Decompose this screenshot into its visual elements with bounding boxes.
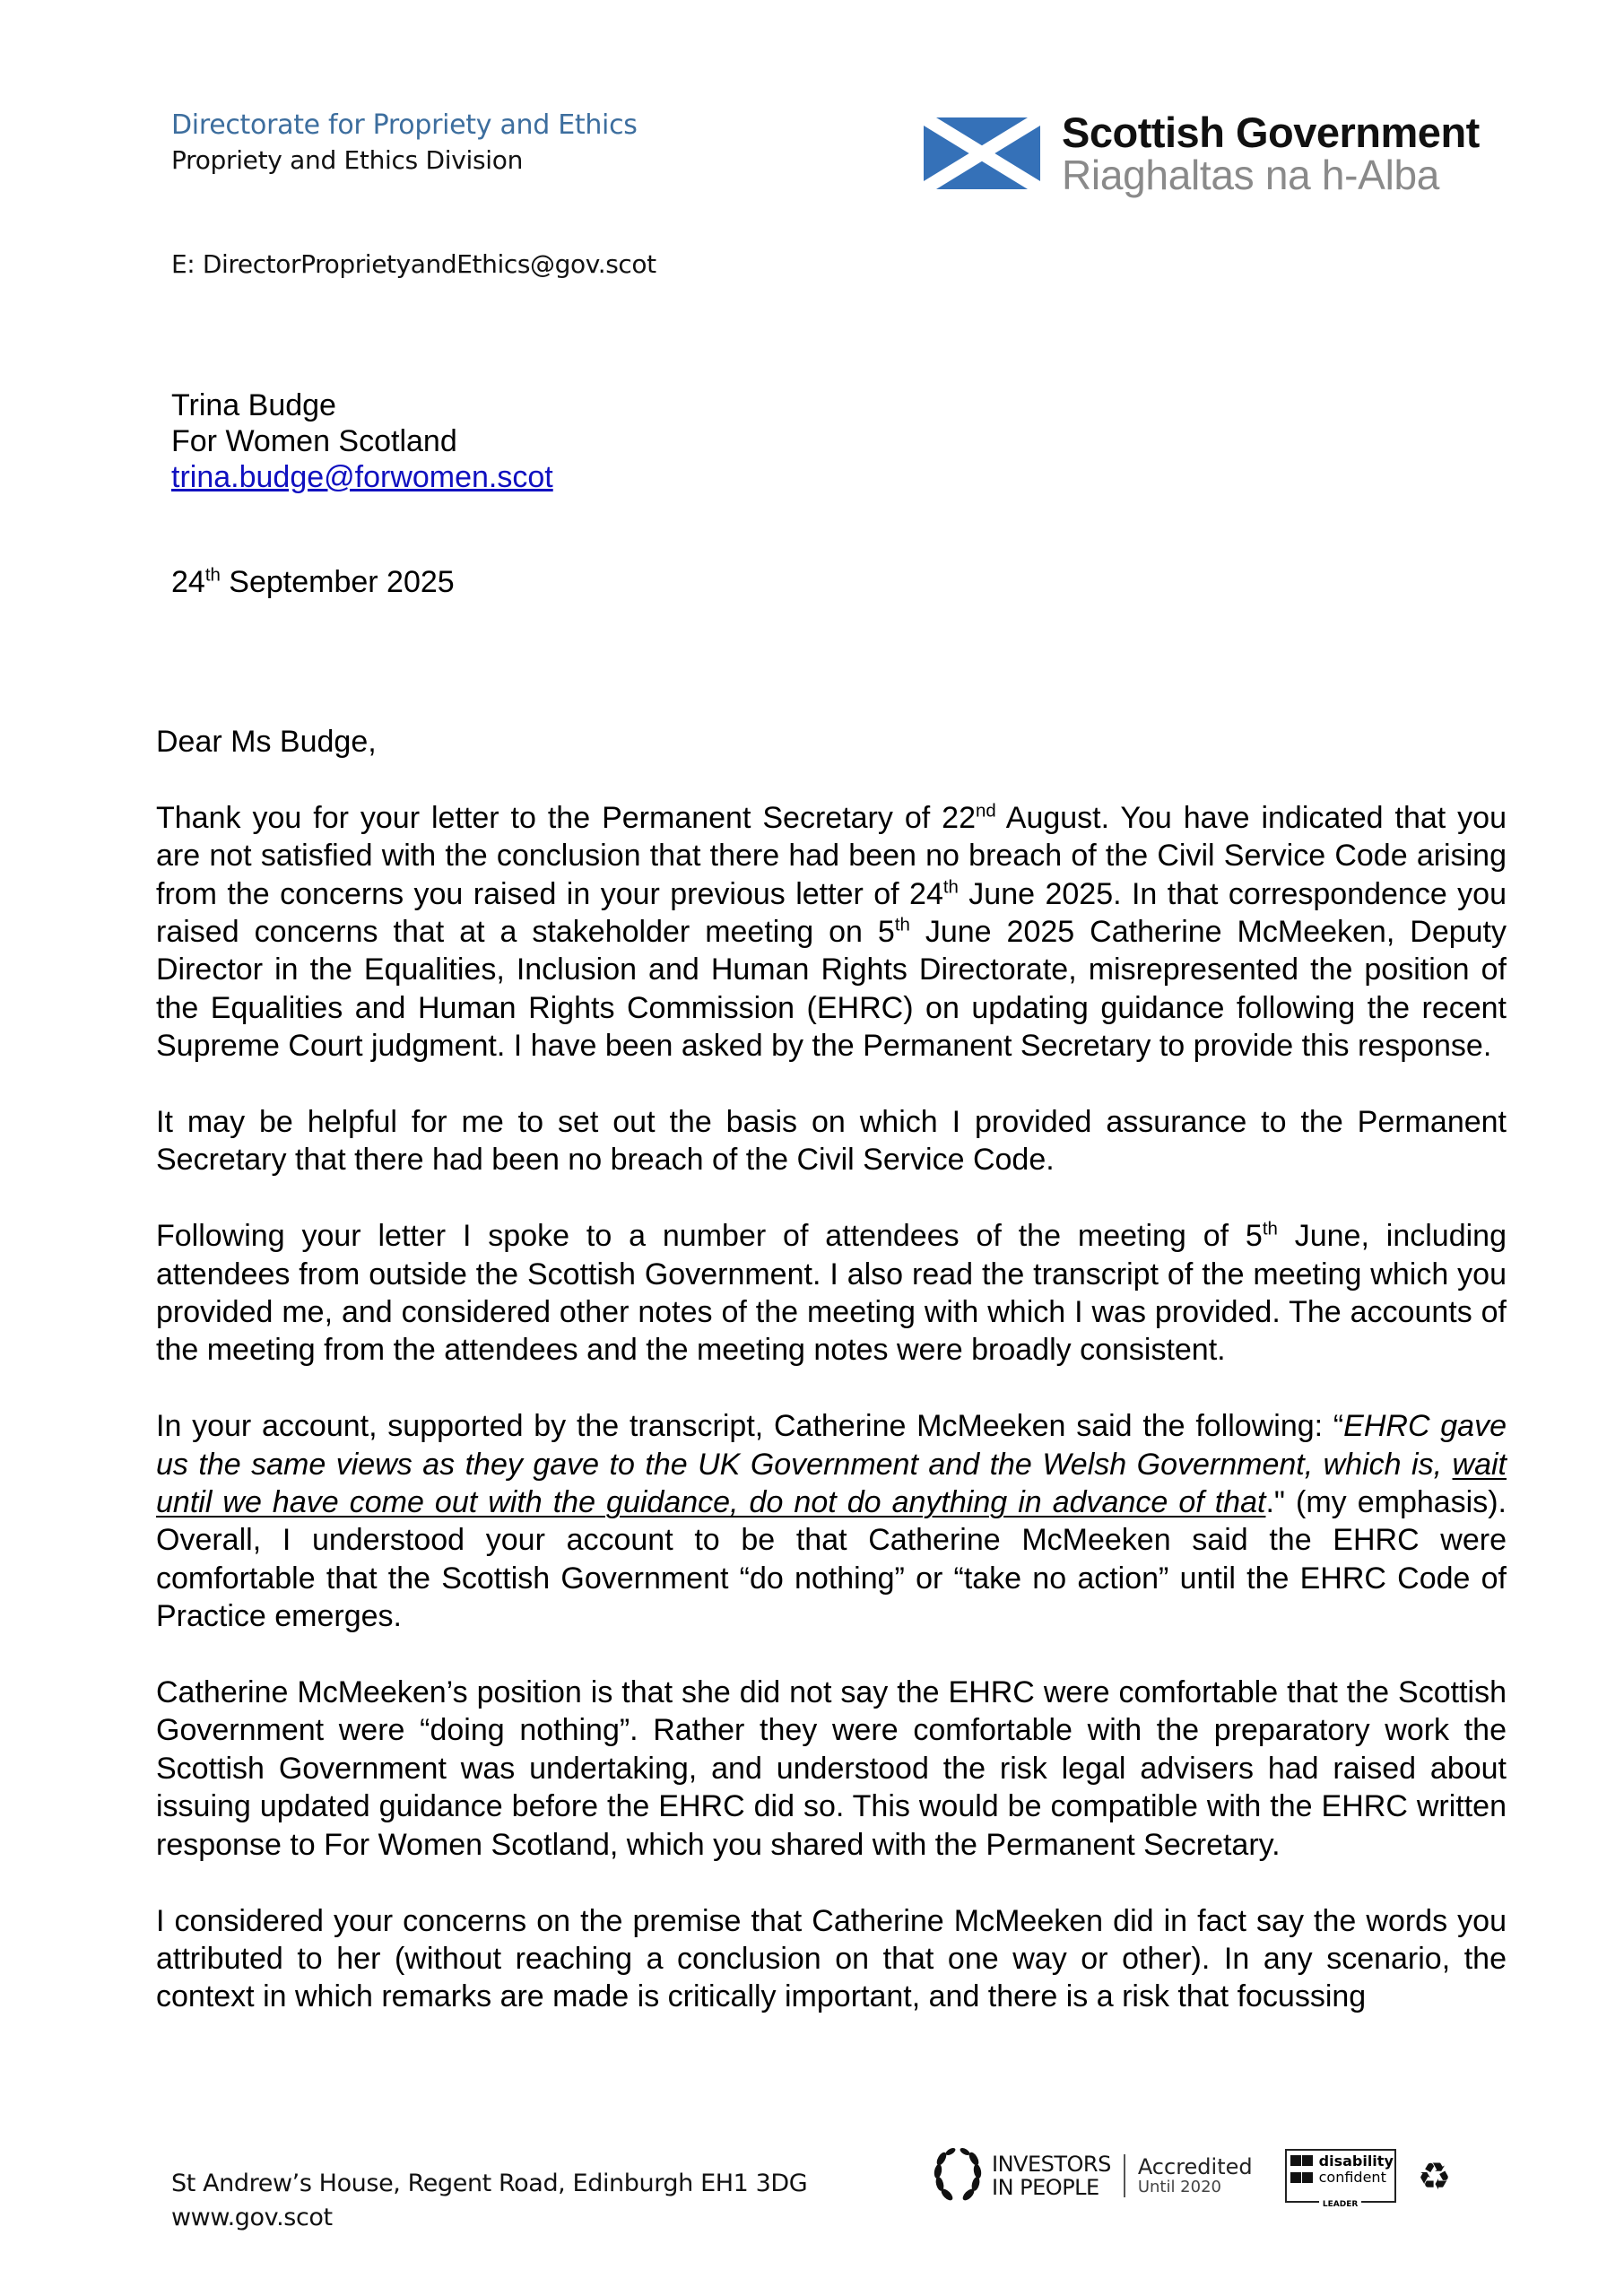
footer-website: www.gov.scot (171, 2204, 333, 2231)
scottish-government-logo (924, 111, 1480, 196)
accreditation-text: Accredited Until 2020 (1137, 2154, 1253, 2196)
footer-badges (933, 2140, 1451, 2212)
salutation: Dear Ms Budge, (156, 725, 377, 759)
recipient-name: Trina Budge (171, 388, 336, 422)
recycle-icon: ♻ (1417, 2153, 1452, 2198)
division-name: Propriety and Ethics Division (171, 145, 524, 175)
laurel-wreath-icon (933, 2146, 983, 2205)
paragraph-2: It may be helpful for me to set out the basis on which I provided assurance to the Permanent Secretary that there had been no breach of the Civil Service Code. (156, 1105, 1507, 1178)
logo-english-name: Scottish Government (1062, 109, 1480, 156)
logo-gaelic-name: Riaghaltas na h-Alba (1062, 152, 1440, 198)
directorate-name: Directorate for Propriety and Ethics (171, 109, 638, 141)
footer-address (171, 2167, 807, 2235)
recipient-organisation: For Women Scotland (171, 424, 457, 458)
paragraph-4: In your account, supported by the transcript, Catherine McMeeken said the following: “EHRC gave us the same views as they gave to the UK Government and the Welsh Government, which is, wait until we have come out with the guidance, do not do anything in advance of that." (my emphasis). Overall, I understood your account to be that Catherine McMeeken said the EHRC were comfortable that the Scottish Government “do nothing” or “take no action” until the EHRC Code of Practice emerges. (156, 1409, 1507, 1634)
investors-in-people-badge: INVESTORS IN PEOPLE (933, 2146, 1111, 2205)
disability-confident-icon (1290, 2155, 1316, 2189)
recipient-address (171, 387, 553, 495)
badge-divider (1124, 2154, 1125, 2197)
paragraph-3: Following your letter I spoke to a number of attendees of the meeting of 5th June, including attendees from outside the Scottish Government. I also read the transcript of the meeting which you provided me, and considered other notes of the meeting with which I was provided. The accounts of the meeting from the attendees and the meeting notes were broadly consistent. (156, 1219, 1507, 1368)
paragraph-5: Catherine McMeeken’s position is that she did not say the EHRC were comfortable that the Scottish Government were “doing nothing”. Rather they were comfortable with the preparatory work the Scottish Government was undertaking, and understood the risk legal advisers had raised about issuing updated guidance before the EHRC did so. This would be compatible with the EHRC written response to For Women Scotland, which you shared with the Permanent Secretary. (156, 1675, 1507, 1862)
sender-email: E: DirectorProprietyandEthics@gov.scot (171, 249, 656, 279)
saltire-flag-icon (924, 117, 1040, 189)
paragraph-1: Thank you for your letter to the Permanent Secretary of 22nd August. You have indicated that you are not satisfied with the conclusion that there had been no breach of the Civil Service Code arising from the concerns you raised in your previous letter of 24th June 2025. In that correspondence you raised concerns that at a stakeholder meeting on 5th June 2025 Catherine McMeeken, Deputy Director in the Equalities, Inclusion and Human Rights Directorate, misrepresented the position of the Equalities and Human Rights Commission (EHRC) on updating guidance following the recent Supreme Court judgment. I have been asked by the Permanent Secretary to provide this response. (156, 800, 1507, 1064)
recipient-email-link[interactable]: trina.budge@forwomen.scot (171, 460, 553, 494)
footer-street-address: St Andrew’s House, Regent Road, Edinburgh EH1 3DG (171, 2170, 808, 2197)
paragraph-6: I considered your concerns on the premise that Catherine McMeeken did in fact say the words you attributed to her (without reaching a conclusion on that one way or other). In any scenario, the context in which remarks are made is critically important, and there is a risk that focussing (156, 1903, 1507, 2014)
disability-confident-badge: disability confident LEADER (1285, 2149, 1396, 2203)
letter-date: 24th September 2025 (171, 565, 455, 599)
quoted-remark: EHRC gave us the same views as they gave to the UK Government and the Welsh Government, which is, wait until we have come out with the guidance, do not do anything in advance of that (156, 1409, 1507, 1520)
letter-body (156, 723, 1507, 2054)
emphasised-quote: wait until we have come out with the guidance, do not do anything in advance of that (156, 1447, 1507, 1520)
